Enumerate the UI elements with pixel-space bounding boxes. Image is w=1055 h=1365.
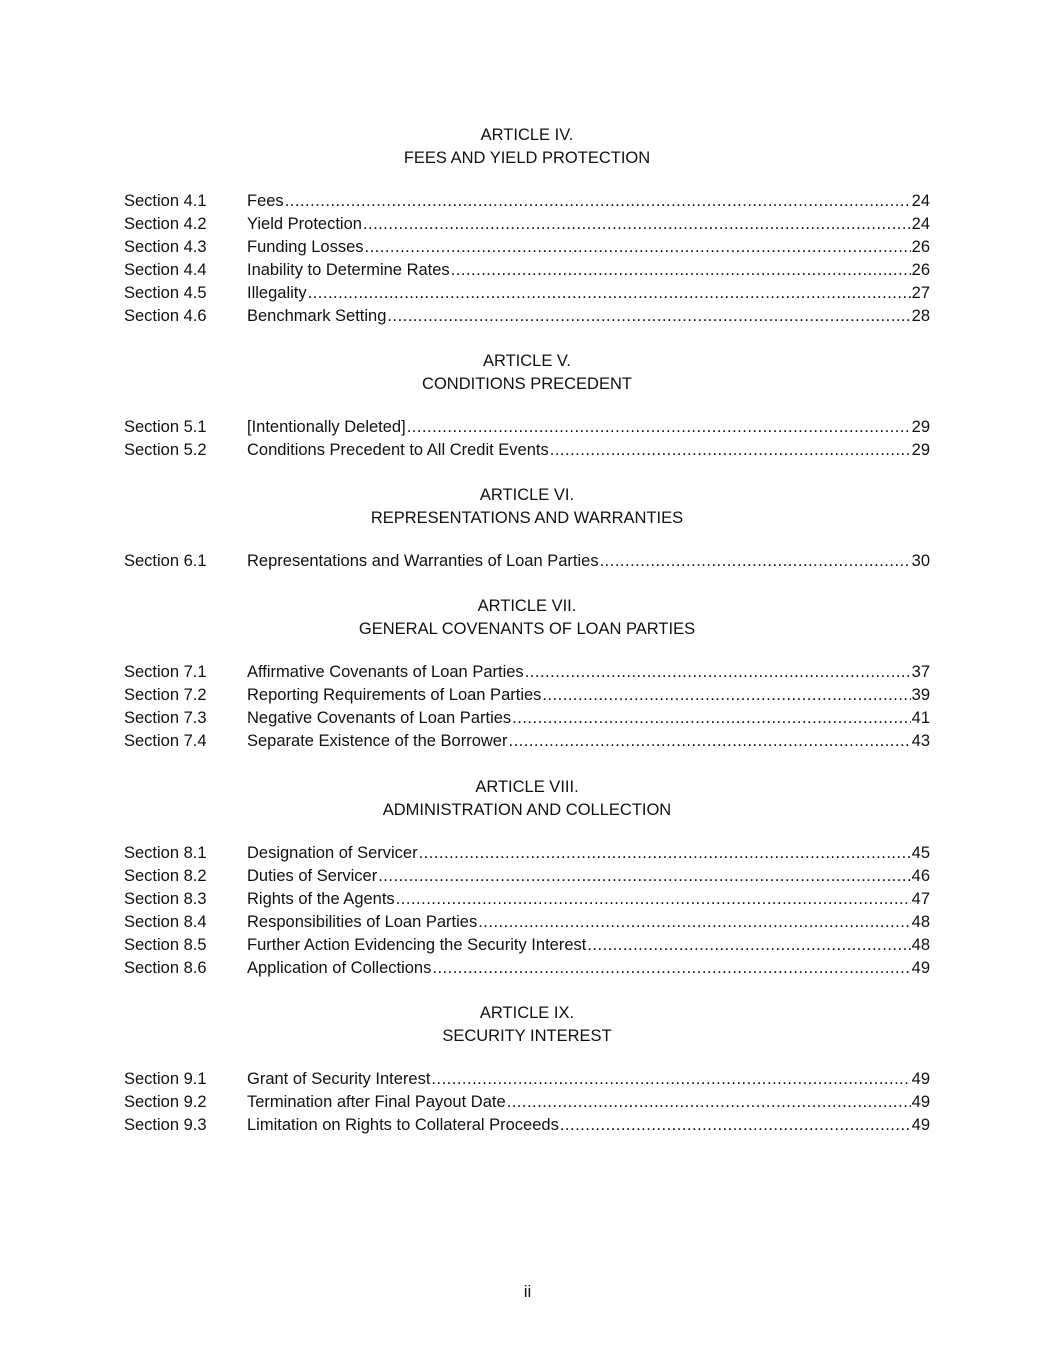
toc-entry[interactable]	[124, 1068, 930, 1091]
section-title: Benchmark Setting	[247, 307, 387, 325]
toc-entry[interactable]	[124, 911, 930, 934]
dot-leader	[407, 416, 911, 439]
dot-leader	[560, 1114, 911, 1137]
dot-leader	[512, 707, 910, 730]
section-page-number: 28	[911, 307, 930, 325]
section-title: Further Action Evidencing the Security Interest	[247, 936, 587, 954]
section-page-number: 49	[911, 1070, 930, 1088]
toc-entry[interactable]	[124, 213, 930, 236]
dot-leader	[525, 661, 911, 684]
section-number: Section 9.3	[124, 1116, 207, 1134]
article-heading	[124, 124, 930, 170]
article-heading	[124, 1002, 930, 1048]
section-page-number: 49	[911, 959, 930, 977]
toc-entry[interactable]	[124, 730, 930, 753]
section-number: Section 7.2	[124, 686, 207, 704]
article-group	[0, 484, 930, 573]
section-title: Affirmative Covenants of Loan Parties	[247, 663, 524, 681]
article-title: CONDITIONS PRECEDENT	[422, 375, 632, 393]
article-title: REPRESENTATIONS AND WARRANTIES	[370, 509, 684, 527]
section-number: Section 8.6	[124, 959, 207, 977]
section-number: Section 9.2	[124, 1093, 207, 1111]
dot-leader	[363, 213, 911, 236]
section-page-number: 26	[911, 261, 930, 279]
dot-leader	[507, 1091, 911, 1114]
section-title: Duties of Servicer	[247, 867, 378, 885]
dot-leader	[431, 1068, 910, 1091]
section-title: [Intentionally Deleted]	[247, 418, 406, 436]
section-number: Section 4.6	[124, 307, 207, 325]
article-heading	[124, 484, 930, 530]
article-title: ADMINISTRATION AND COLLECTION	[382, 801, 672, 819]
article-title: FEES AND YIELD PROTECTION	[403, 149, 651, 167]
section-title: Conditions Precedent to All Credit Events	[247, 441, 549, 459]
article-number: ARTICLE VII.	[477, 597, 577, 615]
article-group	[0, 776, 930, 980]
dot-leader	[308, 282, 911, 305]
dot-leader	[387, 305, 910, 328]
section-page-number: 39	[911, 686, 930, 704]
section-page-number: 47	[911, 890, 930, 908]
toc-entry[interactable]	[124, 190, 930, 213]
section-title: Termination after Final Payout Date	[247, 1093, 506, 1111]
section-number: Section 4.2	[124, 215, 207, 233]
section-number: Section 8.1	[124, 844, 207, 862]
section-title: Illegality	[247, 284, 307, 302]
article-number: ARTICLE V.	[482, 352, 572, 370]
toc-entry[interactable]	[124, 934, 930, 957]
section-title: Rights of the Agents	[247, 890, 395, 908]
section-list	[0, 842, 930, 980]
dot-leader	[378, 865, 910, 888]
section-title: Representations and Warranties of Loan Parties	[247, 552, 599, 570]
section-page-number: 49	[911, 1093, 930, 1111]
section-title: Yield Protection	[247, 215, 362, 233]
section-page-number: 24	[911, 192, 930, 210]
section-list	[0, 1068, 930, 1137]
section-title: Inability to Determine Rates	[247, 261, 450, 279]
section-page-number: 41	[911, 709, 930, 727]
section-page-number: 43	[911, 732, 930, 750]
section-title: Funding Losses	[247, 238, 364, 256]
section-number: Section 4.1	[124, 192, 207, 210]
section-page-number: 29	[911, 441, 930, 459]
article-group	[0, 350, 930, 462]
section-number: Section 7.4	[124, 732, 207, 750]
section-number: Section 5.2	[124, 441, 207, 459]
toc-entry[interactable]	[124, 661, 930, 684]
toc-entry[interactable]	[124, 684, 930, 707]
dot-leader	[365, 236, 911, 259]
article-title: SECURITY INTEREST	[442, 1027, 612, 1045]
toc-entry[interactable]	[124, 957, 930, 980]
toc-entry[interactable]	[124, 439, 930, 462]
section-number: Section 8.3	[124, 890, 207, 908]
dot-leader	[550, 439, 911, 462]
section-list	[0, 416, 930, 462]
toc-entry[interactable]	[124, 282, 930, 305]
dot-leader	[451, 259, 911, 282]
section-page-number: 29	[911, 418, 930, 436]
section-page-number: 49	[911, 1116, 930, 1134]
section-list	[0, 661, 930, 753]
dot-leader	[432, 957, 910, 980]
section-page-number: 27	[911, 284, 930, 302]
article-number: ARTICLE VI.	[479, 486, 575, 504]
article-number: ARTICLE VIII.	[475, 778, 579, 796]
dot-leader	[542, 684, 910, 707]
dot-leader	[587, 934, 910, 957]
toc-entry[interactable]	[124, 550, 930, 573]
toc-entry[interactable]	[124, 236, 930, 259]
article-group	[0, 1002, 930, 1137]
article-title: GENERAL COVENANTS OF LOAN PARTIES	[358, 620, 696, 638]
article-number: ARTICLE IX.	[479, 1004, 575, 1022]
section-title: Responsibilities of Loan Parties	[247, 913, 478, 931]
dot-leader	[419, 842, 911, 865]
section-list	[0, 190, 930, 328]
section-number: Section 4.5	[124, 284, 207, 302]
article-group	[0, 124, 930, 328]
section-page-number: 24	[911, 215, 930, 233]
dot-leader	[285, 190, 911, 213]
section-number: Section 4.4	[124, 261, 207, 279]
toc-entry[interactable]	[124, 305, 930, 328]
article-number: ARTICLE IV.	[480, 126, 574, 144]
article-heading	[124, 350, 930, 396]
section-number: Section 7.3	[124, 709, 207, 727]
article-group	[0, 595, 930, 753]
section-title: Fees	[247, 192, 284, 210]
section-title: Separate Existence of the Borrower	[247, 732, 508, 750]
dot-leader	[508, 730, 910, 753]
section-number: Section 5.1	[124, 418, 207, 436]
page-number: ii	[523, 1282, 532, 1301]
article-heading	[124, 776, 930, 822]
section-number: Section 8.5	[124, 936, 207, 954]
section-title: Designation of Servicer	[247, 844, 418, 862]
section-number: Section 8.4	[124, 913, 207, 931]
dot-leader	[396, 888, 911, 911]
section-title: Application of Collections	[247, 959, 432, 977]
section-page-number: 30	[911, 552, 930, 570]
toc-entry[interactable]	[124, 842, 930, 865]
section-number: Section 6.1	[124, 552, 207, 570]
dot-leader	[478, 911, 910, 934]
section-number: Section 7.1	[124, 663, 207, 681]
section-title: Negative Covenants of Loan Parties	[247, 709, 512, 727]
section-page-number: 26	[911, 238, 930, 256]
toc-entry[interactable]	[124, 1114, 930, 1137]
section-page-number: 46	[911, 867, 930, 885]
dot-leader	[600, 550, 911, 573]
section-page-number: 37	[911, 663, 930, 681]
section-title: Grant of Security Interest	[247, 1070, 431, 1088]
section-page-number: 45	[911, 844, 930, 862]
section-number: Section 9.1	[124, 1070, 207, 1088]
toc-entry[interactable]	[124, 416, 930, 439]
toc-entry[interactable]	[124, 1091, 930, 1114]
section-number: Section 4.3	[124, 238, 207, 256]
toc-entry[interactable]	[124, 707, 930, 730]
section-page-number: 48	[911, 913, 930, 931]
section-number: Section 8.2	[124, 867, 207, 885]
section-list	[0, 550, 930, 573]
article-heading	[124, 595, 930, 641]
section-page-number: 48	[911, 936, 930, 954]
section-title: Limitation on Rights to Collateral Proceeds	[247, 1116, 559, 1134]
toc-entry[interactable]	[124, 865, 930, 888]
section-title: Reporting Requirements of Loan Parties	[247, 686, 542, 704]
toc-entry[interactable]	[124, 888, 930, 911]
toc-entry[interactable]	[124, 259, 930, 282]
